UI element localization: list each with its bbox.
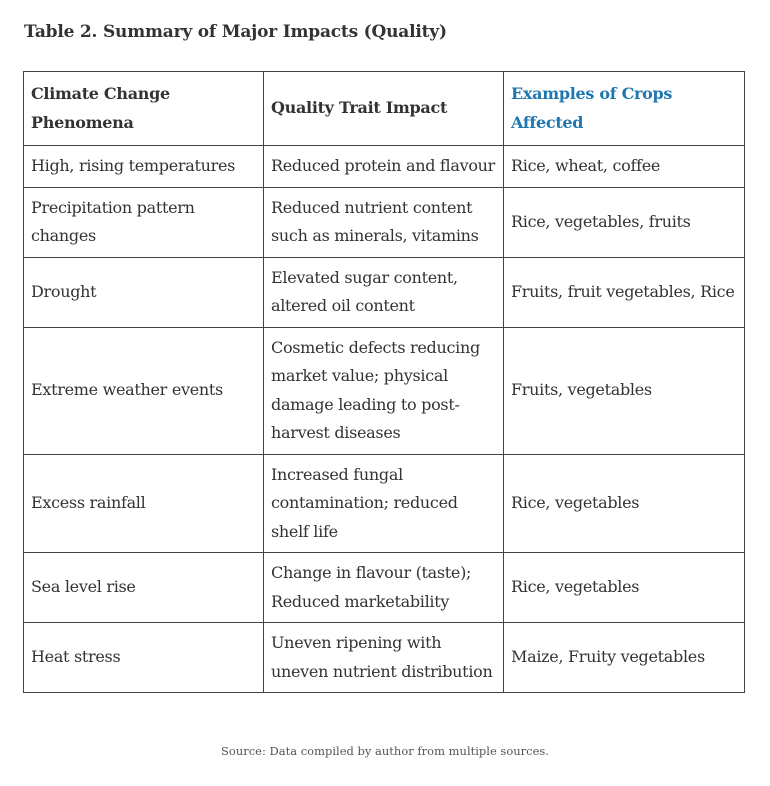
cell-quality-trait: Reduced protein and flavour <box>264 146 504 188</box>
table-row <box>24 257 745 327</box>
cell-crops: Maize, Fruity vegetables <box>504 623 745 693</box>
cell-quality-trait: Elevated sugar content, altered oil content <box>264 257 504 327</box>
table-row <box>24 553 745 623</box>
cell-phenomena: Excess rainfall <box>24 454 264 553</box>
cell-phenomena: Sea level rise <box>24 553 264 623</box>
cell-crops: Rice, wheat, coffee <box>504 146 745 188</box>
table-row <box>24 146 745 188</box>
cell-phenomena: Precipitation pattern changes <box>24 187 264 257</box>
header-quality-trait: Quality Trait Impact <box>264 72 504 146</box>
cell-crops: Fruits, fruit vegetables, Rice <box>504 257 745 327</box>
cell-phenomena: Extreme weather events <box>24 327 264 454</box>
cell-quality-trait: Change in flavour (taste); Reduced marketability <box>264 553 504 623</box>
cell-quality-trait: Reduced nutrient content such as minerals, vitamins <box>264 187 504 257</box>
table-title: Table 2. Summary of Major Impacts (Quality) <box>24 22 447 42</box>
cell-crops: Rice, vegetables <box>504 553 745 623</box>
cell-quality-trait: Cosmetic defects reducing market value; physical damage leading to post-harvest diseases <box>264 327 504 454</box>
table-row <box>24 187 745 257</box>
cell-phenomena: High, rising temperatures <box>24 146 264 188</box>
cell-crops: Rice, vegetables <box>504 454 745 553</box>
header-crops: Examples of Crops Affected <box>504 72 745 146</box>
table-row <box>24 327 745 454</box>
cell-quality-trait: Increased fungal contamination; reduced shelf life <box>264 454 504 553</box>
cell-phenomena: Heat stress <box>24 623 264 693</box>
table-row <box>24 623 745 693</box>
source-caption: Source: Data compiled by author from multiple sources. <box>221 744 549 758</box>
cell-phenomena: Drought <box>24 257 264 327</box>
table-row <box>24 454 745 553</box>
cell-crops: Fruits, vegetables <box>504 327 745 454</box>
header-row <box>24 72 745 146</box>
header-phenomena: Climate Change Phenomena <box>24 72 264 146</box>
cell-crops: Rice, vegetables, fruits <box>504 187 745 257</box>
cell-quality-trait: Uneven ripening with uneven nutrient distribution <box>264 623 504 693</box>
impacts-table <box>23 71 745 693</box>
